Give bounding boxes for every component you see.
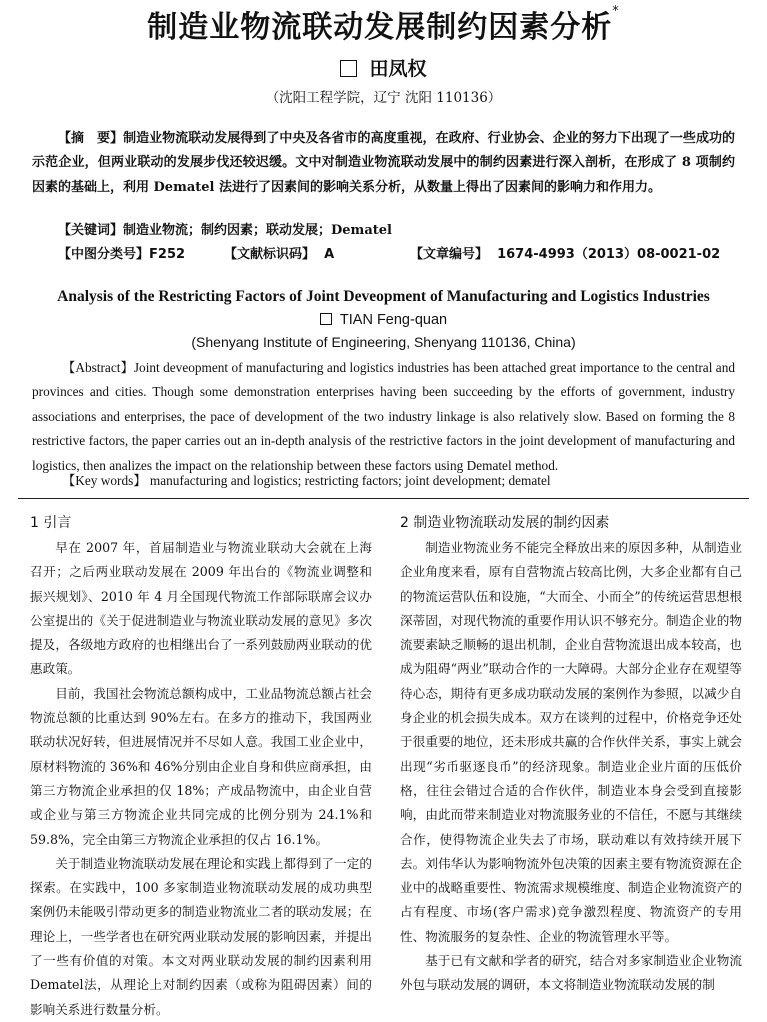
checkbox-square-icon <box>340 60 357 77</box>
article-number: 【文章编号】 1674-4993（2013）08-0021-02 <box>410 247 721 262</box>
abstract-en-label: 【Abstract】 <box>62 360 134 375</box>
column-right <box>400 512 742 998</box>
abstract-text: 制造业物流联动发展得到了中央及各省市的高度重视，在政府、行业协会、企业的努力下出现了一些成功的示范企业，但两业联动的发展步伐还较迟缓。文中对制造业物流联动发展中的制约因素进行深入剖析，在形成了 8 项制约因素的基础上，利用 Dematel 法进行了因素间的影响关系分析，从数量上得出了因素间的影响力和作用力。 <box>32 131 735 195</box>
paper-title: 制造业物流联动发展制约因素分析* <box>147 4 620 45</box>
abstract-en-text: Joint deveopment of manufacturing and logistics industries has been attached great importance to the central and provinces and cities. Though some demonstration enterprises having been succeeding by the efforts of government, industry associations and enterprises, the pace of development of the two industry linkage is also relatively slow. Based on forming the 8 restrictive factors, the paper carries out an in-depth analysis of the restrictive factors in the joint development of manufacturing and logistics, then analizes the impact on the relationship between these factors using Dematel method. <box>32 360 736 473</box>
paragraph: 基于已有文献和学者的研究，结合对多家制造业企业物流外包与联动发展的调研，本文将制造业物流联动发展的制 <box>400 953 742 993</box>
abstract-en <box>32 356 735 478</box>
paragraph: 关于制造业物流联动发展在理论和实践上都得到了一定的探索。在实践中，100 多家制造业物流联动发展的成功典型案例仍未能吸引带动更多的制造业物流业二者的联动发展；在理论上，一些学者也在研究两业联动发展的影响因素，并提出了一些有价值的对策。本文对两业联动发展的制约因素利用Dematel法，从理论上对制约因素（或称为阻碍因素）间的影响关系进行数量分析。 <box>30 855 372 1017</box>
section-heading: 1 引言 <box>30 515 72 531</box>
abstract-label: 【摘 要】 <box>58 131 124 146</box>
keywords-en <box>62 470 551 489</box>
document-code: 【文献标识码】 A <box>224 247 335 262</box>
author-name: 田凤权 <box>369 58 427 80</box>
keywords-label: 【关键词】 <box>58 223 124 238</box>
english-author-line <box>0 312 767 328</box>
column-left <box>30 512 372 1022</box>
paragraph: 目前，我国社会物流总额构成中，工业品物流总额占社会物流总额的比重达到 90%左右。在多方的推动下，我国两业联动状况好转，但进展情况并不尽如人意。我国工业企业中，原材料物流的 36%和 46%分别由企业自身和供应商承担，由第三方物流企业承担的仅 18%；产成品物流中，由企业自营或企业与第三方物流企业共同完成的比例分别为 24.1%和 59.8%，完全由第三方物流企业承担的仅占 16.1%。 <box>30 685 372 847</box>
paragraph: 制造业物流业务不能完全释放出来的原因多种，从制造业企业角度来看，原有自营物流占较高比例，大多企业都有自己的物流运营队伍和设施，“大而全、小而全”的传统运营思想根深蒂固，对现代物流的重要作用认识不够充分。制造企业的物流要素缺乏顺畅的退出机制，企业自营物流退出成本较高，也成为阻碍“两业”联动合作的一大障碍。大部分企业存在观望等待心态，期待有更多成功联动发展的案例作为参照，以减少自身企业的机会损失成本。双方在谈判的过程中，价格竞争还处于很重要的地位，还未形成共赢的合作伙伴关系，事实上就会出现“劣币驱逐良币”的经济现象。制造业企业片面的压低价格，往往会错过合适的合作伙伴，制造业本身会受到直接影响，由此而带来制造业对物流服务业的不信任，不愿与其继续合作，使得物流企业失去了市场，联动难以有效持续开展下去。刘伟华认为影响物流外包决策的因素主要有物流资源在企业中的战略重要性、物流需求规模维度、制造企业物流资产的占有程度、市场(客户需求)竞争激烈程度、物流资产的专用性、物流服务的复杂性、企业的物流管理水平等。 <box>400 540 742 944</box>
english-author-name: TIAN Feng-quan <box>339 312 448 328</box>
clc-code: 【中图分类号】F252 <box>58 247 186 262</box>
section-heading: 2 制造业物流联动发展的制约因素 <box>400 515 610 531</box>
abstract-zh <box>32 127 735 200</box>
keywords-text: 制造业物流；制约因素；联动发展；Dematel <box>123 223 392 238</box>
author-affiliation: （沈阳工程学院，辽宁 沈阳 110136） <box>265 90 502 106</box>
section-divider <box>18 498 749 499</box>
english-title: Analysis of the Restricting Factors of Joint Deveopment of Manufacturing and Logistics Industries <box>57 288 710 305</box>
keywords-zh <box>58 219 392 238</box>
checkbox-square-icon <box>320 313 332 325</box>
paragraph: 早在 2007 年，首届制造业与物流业联动大会就在上海召开；之后两业联动发展在 2009 年出台的《物流业调整和振兴规划》、2010 年 4 月全国现代物流工作部际联席会议办公室提出的《关于促进制造业与物流业联动发展的意见》多次提及，各级地方政府的也相继出台了一系列鼓励两业联动的优惠政策。 <box>30 540 372 677</box>
keywords-en-text: manufacturing and logistics; restricting factors; joint development; dematel <box>149 473 551 488</box>
author-line <box>0 54 767 81</box>
keywords-en-label: 【Key words】 <box>62 473 147 488</box>
title-footnote-mark: * <box>612 4 620 19</box>
english-affiliation: (Shenyang Institute of Engineering, Shenyang 110136, China) <box>191 334 576 350</box>
